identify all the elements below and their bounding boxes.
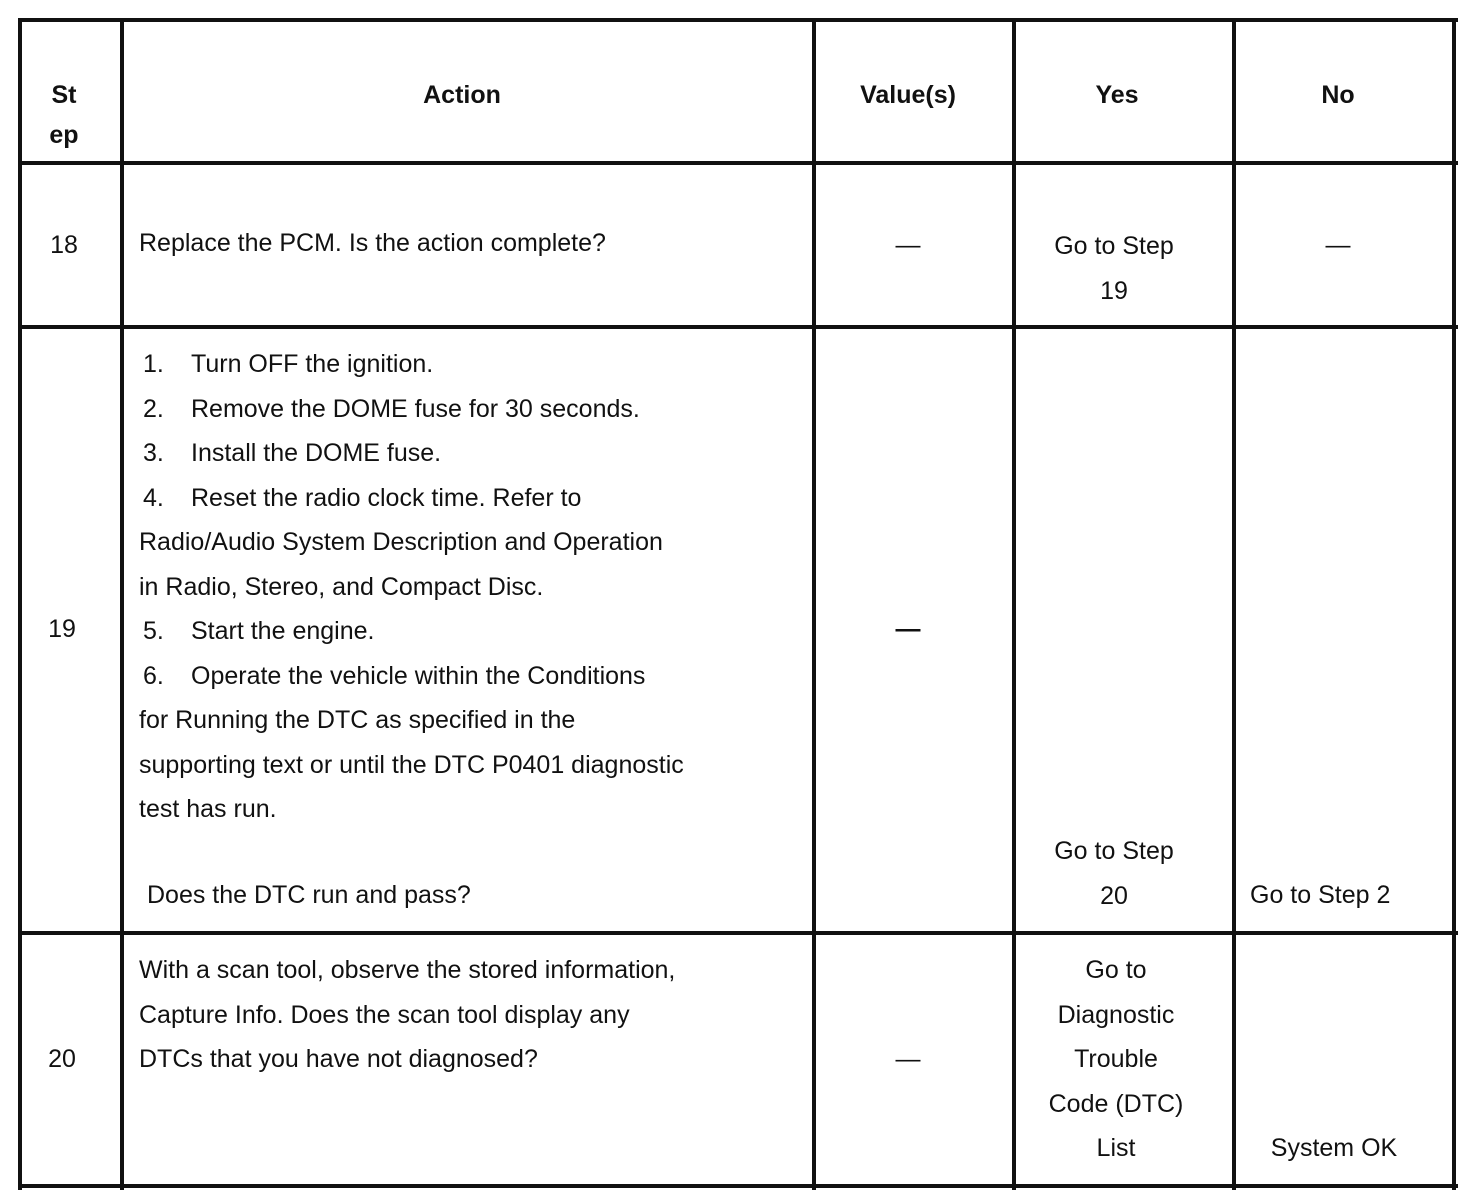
yes-line: 19 [1100, 276, 1128, 305]
no-cell: System OK [1270, 1134, 1398, 1162]
step-number: 20 [48, 1045, 76, 1073]
no-cell: — [1325, 231, 1351, 259]
header-no: No [1321, 81, 1355, 109]
yes-cell [1016, 829, 1212, 918]
action-text: Replace the PCM. Is the action complete? [139, 229, 606, 257]
row-divider [18, 161, 1458, 165]
yes-line: List [1096, 1134, 1136, 1162]
list-item [139, 609, 807, 654]
item-continuation: for Running the DTC as specified in the [139, 706, 576, 734]
item-continuation: in Radio, Stereo, and Compact Disc. [139, 572, 544, 601]
item-continuation: supporting text or until the DTC P0401 diagnostic [139, 750, 684, 779]
action-cell [139, 342, 807, 832]
header-yes: Yes [1095, 81, 1139, 109]
header-step [22, 75, 106, 155]
yes-line: Go to Step [1054, 232, 1174, 260]
list-item [139, 342, 807, 387]
value-cell: — [895, 231, 921, 259]
item-text: Reset the radio clock time. Refer to [191, 483, 582, 512]
item-number: 5. [143, 617, 164, 645]
item-text: Install the DOME fuse. [191, 439, 442, 467]
yes-line: Go to Step [1054, 837, 1174, 865]
table-border-bottom [18, 1184, 1458, 1188]
yes-cell [1016, 224, 1212, 313]
yes-line: 20 [1100, 881, 1128, 910]
item-number: 1. [143, 350, 164, 378]
list-item [139, 654, 807, 699]
yes-line: Diagnostic [1057, 1000, 1175, 1029]
item-continuation: Radio/Audio System Description and Operation [139, 528, 663, 556]
action-cell [139, 948, 807, 1082]
column-divider [120, 18, 124, 1190]
row-divider [18, 325, 1458, 329]
item-number: 4. [143, 483, 164, 512]
item-number: 6. [143, 661, 164, 690]
yes-line: Code (DTC) [1048, 1089, 1184, 1118]
column-divider [1452, 18, 1456, 1190]
no-cell: Go to Step 2 [1250, 881, 1391, 909]
item-text: Operate the vehicle within the Conditions [191, 661, 646, 690]
item-number: 2. [143, 394, 164, 423]
column-divider [1232, 18, 1236, 1190]
item-text: Remove the DOME fuse for 30 seconds. [191, 394, 640, 423]
list-item [139, 431, 807, 476]
row-divider [18, 931, 1458, 935]
value-cell: — [895, 1045, 921, 1073]
yes-line: Go to [1085, 956, 1147, 984]
action-line: Capture Info. Does the scan tool display any [139, 1000, 630, 1029]
header-values: Value(s) [860, 81, 956, 109]
header-step-line2: ep [49, 121, 79, 149]
yes-line: Trouble [1074, 1045, 1158, 1073]
action-line: DTCs that you have not diagnosed? [139, 1045, 538, 1073]
column-divider [812, 18, 816, 1190]
table-border-top [18, 18, 1458, 22]
action-question: Does the DTC run and pass? [147, 881, 471, 909]
step-number: 19 [48, 615, 76, 643]
list-item [139, 387, 807, 432]
header-action: Action [423, 81, 501, 109]
item-continuation: test has run. [139, 795, 277, 823]
yes-cell [1016, 948, 1216, 1171]
column-divider [18, 18, 22, 1190]
item-number: 3. [143, 439, 164, 467]
item-text: Turn OFF the ignition. [191, 350, 434, 378]
list-item [139, 476, 807, 521]
item-text: Start the engine. [191, 617, 375, 645]
step-number: 18 [50, 231, 78, 259]
value-cell: — [895, 615, 921, 643]
header-step-line1: St [51, 81, 77, 109]
action-line: With a scan tool, observe the stored information, [139, 956, 676, 984]
